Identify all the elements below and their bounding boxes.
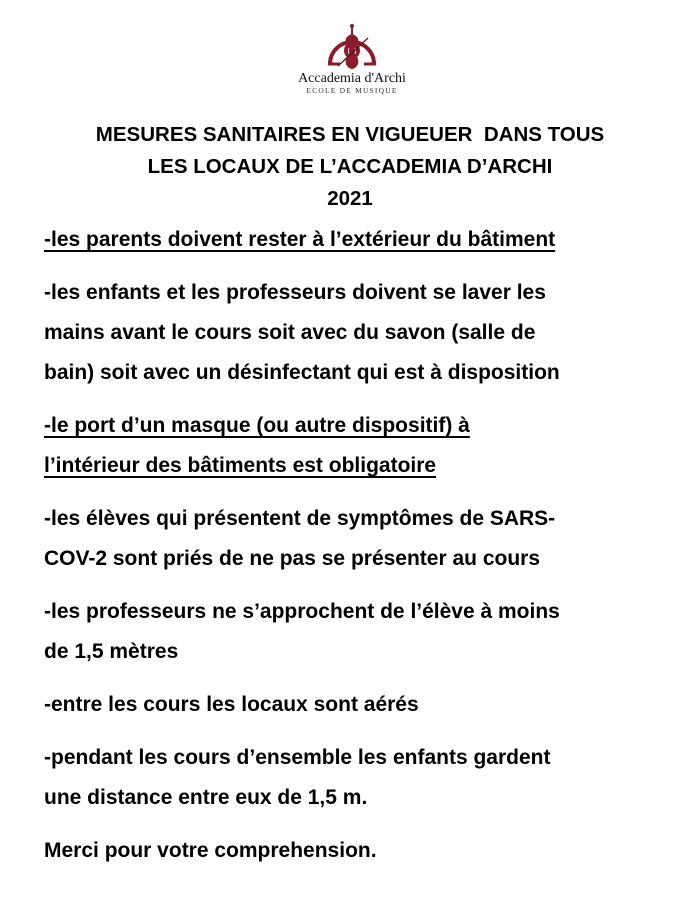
- rule-teacher-distance: [44, 592, 674, 672]
- title-line-1: MESURES SANITAIRES EN VIGUEUER DANS TOUS: [95, 123, 605, 146]
- rule-line: mains avant le cours soit avec du savon (salle de: [44, 321, 536, 344]
- rule-line: bain) soit avec un désinfectant qui est à disposition: [44, 361, 560, 384]
- school-logo: [282, 24, 422, 104]
- document-title: [0, 119, 700, 215]
- rule-line: -pendant les cours d’ensemble les enfants gardent: [44, 746, 551, 769]
- rule-ensemble-distance: [44, 738, 674, 818]
- rule-line: -les professeurs ne s’approchent de l’élève à moins: [44, 600, 560, 623]
- rule-parents-outside: [44, 220, 674, 260]
- rule-line: -les enfants et les professeurs doivent se laver les: [44, 281, 546, 304]
- school-name: Accademia d'Archi: [298, 71, 406, 86]
- rule-line: -le port d’un masque (ou autre dispositif) à: [44, 414, 470, 437]
- rule-ventilation: [44, 685, 674, 725]
- school-subtitle: ECOLE DE MUSIQUE: [306, 86, 398, 95]
- rules-list: [44, 220, 674, 884]
- rule-line: -les parents doivent rester à l’extérieur du bâtiment: [44, 228, 556, 251]
- closing-line: Merci pour votre comprehension.: [44, 839, 377, 862]
- rule-line: -les élèves qui présentent de symptômes de SARS-: [44, 507, 556, 530]
- rule-symptoms: [44, 499, 674, 579]
- rule-mask-mandatory: [44, 406, 674, 486]
- rule-line: -entre les cours les locaux sont aérés: [44, 693, 419, 716]
- rule-line: COV-2 sont priés de ne pas se présenter au cours: [44, 547, 541, 570]
- violin-emblem-icon: [322, 24, 382, 70]
- title-line-2: LES LOCAUX DE L’ACCADEMIA D’ARCHI: [147, 155, 553, 178]
- title-year: 2021: [327, 187, 373, 210]
- rule-line: l’intérieur des bâtiments est obligatoire: [44, 454, 437, 477]
- rule-line: une distance entre eux de 1,5 m.: [44, 786, 368, 809]
- closing-thanks: [44, 831, 674, 871]
- rule-line: de 1,5 mètres: [44, 640, 179, 663]
- rule-hand-washing: [44, 273, 674, 393]
